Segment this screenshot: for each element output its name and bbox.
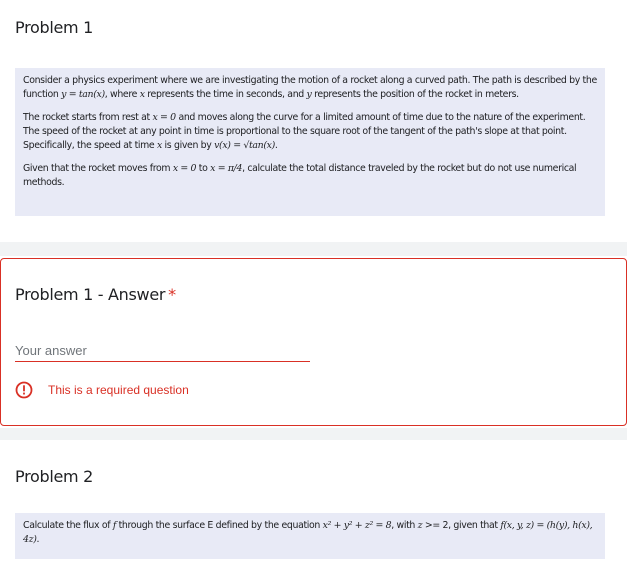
problem-2-title: Problem 2 [15, 467, 93, 486]
problem-1-title: Problem 1 [15, 18, 93, 37]
section-divider [0, 428, 627, 440]
required-asterisk: * [168, 285, 176, 304]
answer-question-title: Problem 1 - Answer * [15, 285, 176, 304]
answer-input[interactable] [15, 340, 310, 362]
problem-1-description [15, 68, 605, 216]
section-divider [0, 242, 627, 256]
required-error [15, 380, 189, 400]
problem-1-paragraph-2: The rocket starts from rest at x = 0 and moves along the curve for a limited amount of time due to the nature of the experiment. The speed of the rocket at any point in time is proportional to the square root of the tangent of the path's slope at that point. Specifically, the speed at time x is given by v(x) = √tan(x). [23, 112, 586, 151]
problem-2-description [15, 513, 605, 559]
problem-1-paragraph-1: Consider a physics experiment where we are investigating the motion of a rocket along a curved path. The path is described by the function y = tan(x), where x represents the time in seconds, and y represents the position of the rocket in meters. [23, 75, 597, 100]
problem-2-card [0, 441, 627, 572]
problem-2-paragraph: Calculate the flux of f through the surface E defined by the equation x² + y² + z² = 8, with z >= 2, given that f(x, y, z) = (h(y), h(x), 4z). [23, 520, 593, 545]
error-circle-icon [15, 381, 33, 399]
error-message: This is a required question [48, 383, 189, 397]
problem-1-card [0, 0, 627, 240]
problem-1-paragraph-3: Given that the rocket moves from x = 0 to x = π/4, calculate the total distance traveled by the rocket but do not use numerical methods. [23, 163, 577, 188]
